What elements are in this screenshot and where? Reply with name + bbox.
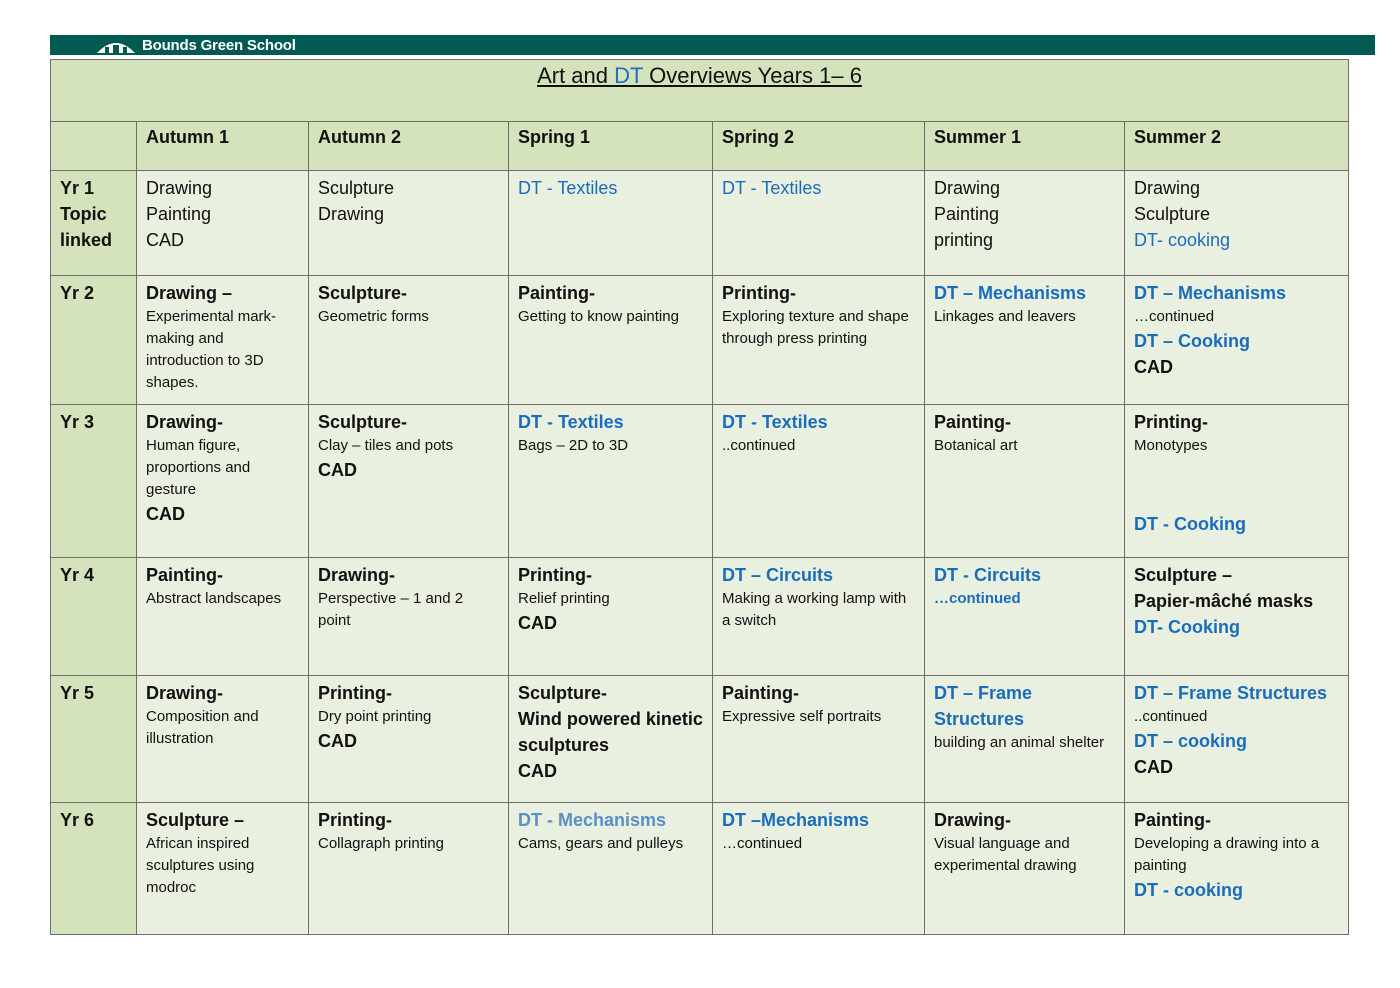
cell-text: DT – Frame Structures: [1134, 683, 1328, 703]
cell-text: Drawing-: [934, 810, 1012, 830]
cell-text: Sculpture-: [318, 412, 408, 432]
cell-text: CAD: [146, 230, 185, 250]
table-cell: [1125, 558, 1349, 676]
column-header: Summer 2: [1125, 122, 1349, 171]
cell-text: Monotypes: [1134, 437, 1208, 454]
cell-text: Drawing: [318, 204, 385, 224]
title-dt: DT: [614, 63, 644, 88]
cell-text: CAD: [146, 504, 185, 524]
cell-text: Relief printing: [518, 590, 610, 607]
column-header: Spring 1: [509, 122, 713, 171]
cell-text: Making a working lamp with a switch: [722, 590, 907, 629]
table-row: [51, 558, 1349, 676]
cell-text: …continued: [722, 835, 803, 852]
table-cell: [137, 276, 309, 405]
cell-text: DT - cooking: [1134, 880, 1243, 900]
cell-spacer: [1134, 457, 1339, 511]
cell-text: …continued: [1134, 308, 1215, 325]
table-row: [51, 803, 1349, 935]
cell-text: DT – Mechanisms: [934, 283, 1087, 303]
title-row: [51, 60, 1349, 122]
cell-text: Drawing-: [146, 683, 224, 703]
overview-table: [50, 59, 1349, 935]
cell-text: Drawing: [1134, 178, 1201, 198]
table-cell: [509, 276, 713, 405]
table-cell: [309, 171, 509, 276]
table-cell: [509, 171, 713, 276]
table-cell: [925, 558, 1125, 676]
cell-text: CAD: [518, 761, 557, 781]
cell-text: DT- cooking: [1134, 230, 1231, 250]
cell-text: Sculpture-: [318, 283, 408, 303]
row-header: [51, 558, 137, 676]
cell-text: Bags – 2D to 3D: [518, 437, 629, 454]
cell-text: Painting-: [518, 283, 595, 303]
title-prefix: Art and: [537, 63, 615, 88]
cell-text: Drawing-: [146, 412, 224, 432]
title-cell: [51, 60, 1349, 122]
table-cell: [509, 558, 713, 676]
cell-text: Sculpture –: [146, 810, 245, 830]
cell-text: Painting-: [146, 565, 223, 585]
table-cell: [713, 803, 925, 935]
column-header: Spring 2: [713, 122, 925, 171]
table-cell: [309, 405, 509, 558]
table-row: [51, 676, 1349, 803]
cell-text: DT – cooking: [1134, 731, 1248, 751]
table-cell: [1125, 171, 1349, 276]
cell-text: Drawing –: [146, 283, 233, 303]
table-cell: [309, 803, 509, 935]
school-emblem-icon: [96, 37, 136, 54]
cell-text: printing: [934, 230, 994, 250]
cell-text: DT - Textiles: [722, 412, 828, 432]
cell-text: Dry point printing: [318, 708, 432, 725]
table-cell: [1125, 276, 1349, 405]
table-cell: [1125, 676, 1349, 803]
cell-text: Painting-: [934, 412, 1011, 432]
cell-text: CAD: [518, 613, 557, 633]
table-cell: [925, 803, 1125, 935]
cell-text: Sculpture –: [1134, 565, 1233, 585]
title-suffix: Overviews Years 1– 6: [643, 63, 862, 88]
cell-text: Wind powered kinetic sculptures: [518, 709, 703, 755]
row-header: [51, 803, 137, 935]
cell-text: Perspective – 1 and 2 point: [318, 590, 464, 629]
row-label: Yr 6: [60, 810, 95, 830]
cell-text: Painting-: [722, 683, 799, 703]
row-label: Yr 5: [60, 683, 95, 703]
table-cell: [309, 276, 509, 405]
cell-text: Clay – tiles and pots: [318, 437, 454, 454]
table-cell: [137, 676, 309, 803]
row-label: Topic: [60, 204, 107, 224]
cell-text: Botanical art: [934, 437, 1018, 454]
cell-text: Painting: [146, 204, 212, 224]
table-cell: [925, 276, 1125, 405]
cell-text: building an animal shelter: [934, 734, 1105, 751]
cell-text: Human figure, proportions and gesture: [146, 437, 251, 498]
cell-text: Printing-: [318, 683, 392, 703]
table-cell: [137, 405, 309, 558]
cell-text: DT – Frame Structures: [934, 683, 1033, 729]
table-cell: [309, 558, 509, 676]
cell-text: Geometric forms: [318, 308, 429, 325]
cell-text: Sculpture-: [518, 683, 608, 703]
cell-text: DT – Circuits: [722, 565, 834, 585]
cell-text: African inspired sculptures using modroc: [146, 835, 255, 896]
cell-text: Experimental mark-making and introduction to 3D shapes.: [146, 308, 277, 391]
cell-text: Painting-: [1134, 810, 1211, 830]
column-header: Summer 1: [925, 122, 1125, 171]
cell-text: Sculpture: [1134, 204, 1211, 224]
cell-text: Linkages and leavers: [934, 308, 1076, 325]
table-cell: [713, 276, 925, 405]
cell-text: Printing-: [318, 810, 392, 830]
cell-text: DT - Mechanisms: [518, 810, 667, 830]
cell-text: DT- Cooking: [1134, 617, 1240, 637]
school-logo: [96, 36, 296, 55]
table-cell: [137, 803, 309, 935]
cell-text: Painting: [934, 204, 1000, 224]
cell-text: Sculpture: [318, 178, 395, 198]
cell-text: Getting to know painting: [518, 308, 679, 325]
row-label: Yr 3: [60, 412, 95, 432]
row-label: Yr 1: [60, 178, 95, 198]
table-cell: [509, 803, 713, 935]
table-cell: [509, 676, 713, 803]
table-cell: [713, 676, 925, 803]
table-cell: [713, 405, 925, 558]
page-title: [537, 63, 862, 89]
column-header: Autumn 2: [309, 122, 509, 171]
table-cell: [925, 676, 1125, 803]
cell-text: DT - Textiles: [518, 178, 618, 198]
cell-text: Collagraph printing: [318, 835, 444, 852]
row-label: Yr 2: [60, 283, 95, 303]
table-cell: [509, 405, 713, 558]
cell-text: DT - Cooking: [1134, 514, 1246, 534]
cell-text: CAD: [1134, 757, 1173, 777]
corner-cell: [51, 122, 137, 171]
table-row: [51, 276, 1349, 405]
cell-text: …continued: [934, 590, 1021, 607]
cell-text: Drawing-: [318, 565, 396, 585]
cell-text: DT - Textiles: [722, 178, 822, 198]
cell-text: Printing-: [518, 565, 592, 585]
table-cell: [137, 171, 309, 276]
cell-text: Expressive self portraits: [722, 708, 882, 725]
row-label: Yr 4: [60, 565, 95, 585]
table-cell: [1125, 803, 1349, 935]
table-cell: [137, 558, 309, 676]
cell-text: Cams, gears and pulleys: [518, 835, 684, 852]
cell-text: CAD: [1134, 357, 1173, 377]
table-cell: [925, 171, 1125, 276]
cell-text: Exploring texture and shape through press printing: [722, 308, 909, 347]
table-cell: [713, 171, 925, 276]
cell-text: DT - Textiles: [518, 412, 624, 432]
cell-text: DT - Circuits: [934, 565, 1042, 585]
row-header: [51, 676, 137, 803]
cell-text: CAD: [318, 731, 357, 751]
cell-text: CAD: [318, 460, 357, 480]
cell-text: Printing-: [722, 283, 796, 303]
table-row: [51, 405, 1349, 558]
table-row: [51, 171, 1349, 276]
cell-text: Drawing: [146, 178, 213, 198]
row-header: [51, 276, 137, 405]
column-header-row: [51, 122, 1349, 171]
cell-text: DT – Cooking: [1134, 331, 1250, 351]
table-cell: [309, 676, 509, 803]
cell-text: Visual language and experimental drawing: [934, 835, 1077, 874]
cell-text: DT –Mechanisms: [722, 810, 870, 830]
cell-text: Composition and illustration: [146, 708, 259, 747]
cell-text: Papier-mâché masks: [1134, 591, 1314, 611]
row-header: [51, 405, 137, 558]
row-header: [51, 171, 137, 276]
cell-text: Abstract landscapes: [146, 590, 282, 607]
cell-text: Developing a drawing into a painting: [1134, 835, 1320, 874]
cell-text: DT – Mechanisms: [1134, 283, 1287, 303]
table-cell: [1125, 405, 1349, 558]
table-cell: [713, 558, 925, 676]
cell-text: Drawing: [934, 178, 1001, 198]
cell-text: Printing-: [1134, 412, 1208, 432]
table-cell: [925, 405, 1125, 558]
cell-text: ..continued: [722, 437, 796, 454]
school-name: Bounds Green School: [142, 37, 296, 54]
row-label: linked: [60, 230, 113, 250]
cell-text: ..continued: [1134, 708, 1208, 725]
column-header: Autumn 1: [137, 122, 309, 171]
